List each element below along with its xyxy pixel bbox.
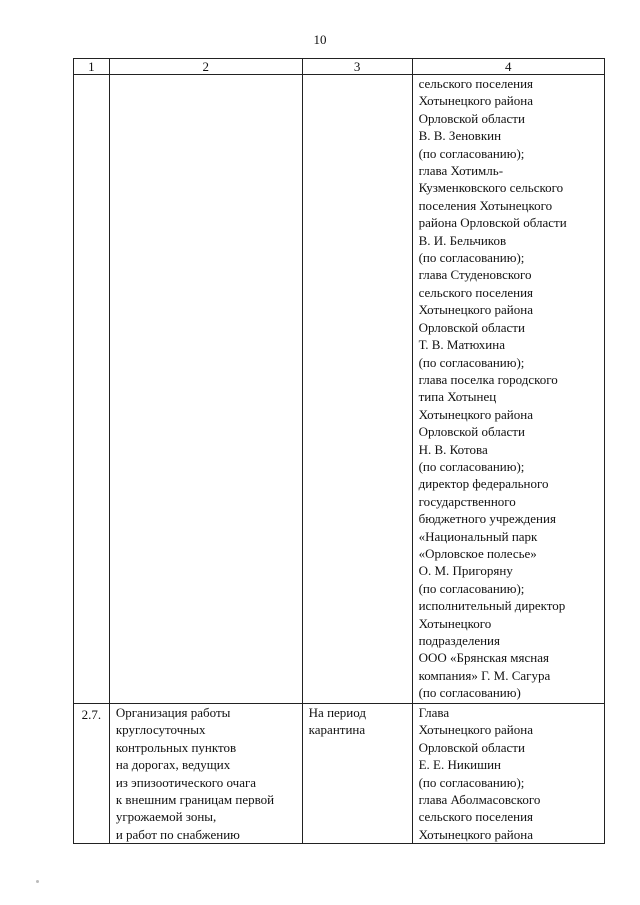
responsible-line: сельского поселения <box>418 809 534 825</box>
responsible-line: директор федерального <box>418 476 549 492</box>
responsible-line: компания» Г. М. Сагура <box>418 667 551 683</box>
responsible-line: (по согласованию); <box>418 250 525 266</box>
responsible-line: поселения Хотынецкого <box>418 197 553 213</box>
responsible-line: В. В. Зеновкин <box>418 128 502 144</box>
responsible-line: сельского поселения <box>418 76 534 91</box>
column-header-3: 3 <box>302 59 412 75</box>
responsible-line: Глава <box>418 705 450 720</box>
responsible-line: (по согласованию); <box>418 145 525 161</box>
row-number-cell: 2.7. <box>74 704 110 844</box>
responsible-line: Кузменковского сельского <box>418 180 564 196</box>
responsible-line: глава поселка городского <box>418 371 558 387</box>
responsible-line: В. И. Бельчиков <box>418 232 507 248</box>
responsible-line: Хотынецкого района <box>418 406 533 422</box>
period-line: карантина <box>308 722 366 738</box>
responsible-line: исполнительный директор <box>418 598 566 614</box>
responsible-cell <box>412 75 604 704</box>
responsible-line: (по согласованию); <box>418 354 525 370</box>
responsible-line: (по согласованию); <box>418 458 525 474</box>
task-line: контрольных пунктов <box>115 739 237 755</box>
responsible-line: бюджетного учреждения <box>418 511 556 527</box>
table-row <box>74 704 605 844</box>
responsible-line: глава Студеновского <box>418 267 532 283</box>
responsible-cell <box>412 704 604 844</box>
period-cell <box>302 704 412 844</box>
responsible-line: Орловской области <box>418 110 525 126</box>
column-header-4: 4 <box>412 59 604 75</box>
table-header-row <box>74 59 605 75</box>
row-number-cell <box>74 75 110 704</box>
responsible-line: Хотынецкого района <box>418 826 533 842</box>
responsible-line: Хотынецкого района <box>418 302 533 318</box>
column-header-2: 2 <box>109 59 302 75</box>
task-line: на дорогах, ведущих <box>115 757 231 773</box>
task-line: круглосуточных <box>115 722 206 738</box>
table-row <box>74 75 605 704</box>
task-line: угрожаемой зоны, <box>115 809 217 825</box>
responsible-line: О. М. Пригоряну <box>418 563 513 579</box>
measures-table <box>73 58 605 844</box>
responsible-line: подразделения <box>418 633 500 648</box>
responsible-line: (по согласованию); <box>418 580 525 596</box>
responsible-line: Орловской области <box>418 739 525 755</box>
task-line: и работ по снабжению <box>115 826 240 842</box>
period-cell <box>302 75 412 704</box>
responsible-line: сельского поселения <box>418 284 534 300</box>
responsible-line: Хотынецкого района <box>418 722 533 738</box>
responsible-line: «Орловское полесье» <box>418 545 537 561</box>
responsible-line: типа Хотынец <box>418 389 497 405</box>
responsible-line: Хотынецкого <box>418 615 492 631</box>
responsible-line: (по согласованию); <box>418 774 525 790</box>
responsible-line: «Национальный парк <box>418 528 538 544</box>
responsible-line: ООО «Брянская мясная <box>418 650 549 666</box>
responsible-line: глава Аболмасовского <box>418 792 541 808</box>
scan-speck <box>36 880 39 883</box>
responsible-line: Орловской области <box>418 424 525 440</box>
responsible-line: Т. В. Матюхина <box>418 337 505 353</box>
task-line: Организация работы <box>115 705 231 720</box>
responsible-line: Хотынецкого района <box>418 93 533 109</box>
responsible-line: Е. Е. Никишин <box>418 757 502 773</box>
task-line: к внешним границам первой <box>115 792 275 808</box>
task-cell <box>109 704 302 844</box>
responsible-line: Н. В. Котова <box>418 441 488 457</box>
responsible-line: государственного <box>418 493 516 509</box>
task-cell <box>109 75 302 704</box>
responsible-line: глава Хотимль- <box>418 163 504 179</box>
task-line: из эпизоотического очага <box>115 774 257 790</box>
column-header-1: 1 <box>74 59 110 75</box>
page-number: 10 <box>313 32 327 47</box>
period-line: На период <box>308 705 367 720</box>
responsible-line: Орловской области <box>418 319 525 335</box>
responsible-line: района Орловской области <box>418 215 567 231</box>
responsible-line: (по согласованию) <box>418 685 521 701</box>
